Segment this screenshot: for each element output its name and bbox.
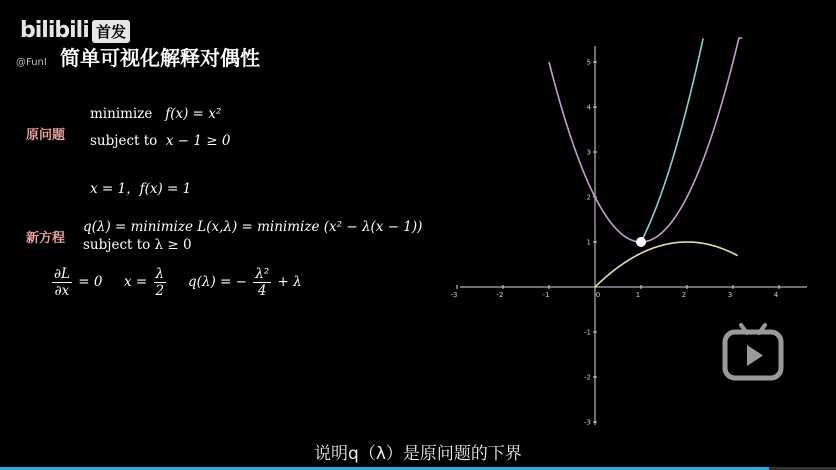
constraint-line <box>90 133 230 149</box>
primal-label: 原问题 <box>26 128 66 143</box>
y-tick-label: -1 <box>584 328 591 337</box>
y-tick-label: 2 <box>586 193 591 202</box>
uploader-handle: @FunI <box>16 57 47 68</box>
q-fraction: $\frac{\text{λ²}}{4}$ <box>255 266 270 299</box>
x-tick-label: 2 <box>681 291 687 299</box>
dual-label: 新方程 <box>26 231 66 246</box>
chart-points <box>636 237 646 247</box>
x-tick-label: 1 <box>635 291 641 299</box>
dual-constraint: subject to λ ≥ 0 <box>83 237 192 253</box>
derivative-equation: $\frac{\partial L}{\partial x}$ = 0 <box>54 266 103 299</box>
x-tick-label: 4 <box>773 291 779 299</box>
x-solution: x = $\frac{\lambda}{2}$ <box>124 266 165 299</box>
play-icon <box>747 345 763 366</box>
x-fraction: $\frac{\lambda}{2}$ <box>155 266 165 299</box>
y-tick-label: 1 <box>586 238 591 247</box>
series-line-2 <box>641 38 703 242</box>
y-tick-label: -3 <box>584 418 591 427</box>
objective-word: minimize <box>90 106 153 122</box>
series-line-3 <box>595 242 738 287</box>
premiere-badge: 首发 <box>92 20 130 43</box>
constraint-word: subject to <box>90 133 158 149</box>
objective-line <box>90 106 221 122</box>
objective-expr: f(x) = x² <box>165 106 222 122</box>
bilibili-logo: bilibili <box>20 18 89 43</box>
derivative-fraction: $\frac{\partial L}{\partial x}$ <box>54 266 70 299</box>
subtitle-caption: 说明q（λ）是原问题的下界 <box>314 444 522 464</box>
x-tick-label: -3 <box>450 291 458 299</box>
dual-equation: q(λ) = minimize L(x,λ) = minimize (x² − λ(x − 1)) <box>83 219 423 235</box>
y-tick-label: 4 <box>586 103 591 112</box>
x-tick-label: 0 <box>595 291 601 299</box>
primal-solution: x = 1，f(x) = 1 <box>90 181 192 197</box>
y-tick-label: 3 <box>586 148 591 157</box>
play-button[interactable] <box>719 321 787 383</box>
video-title: 简单可视化解释对偶性 <box>60 46 260 70</box>
x-tick-label: -1 <box>542 291 550 299</box>
chart-curves <box>549 38 742 287</box>
tangent-point <box>636 237 646 247</box>
y-tick-label: -2 <box>584 373 591 382</box>
constraint-expr: x − 1 ≥ 0 <box>165 133 231 149</box>
dual-function: q(λ) = − $\frac{\text{λ²}}{4}$ + λ <box>188 266 302 299</box>
x-tick-label: -2 <box>496 291 504 299</box>
series-line-1 <box>549 38 742 242</box>
y-tick-label: 5 <box>586 58 591 67</box>
x-tick-label: 3 <box>727 291 733 299</box>
